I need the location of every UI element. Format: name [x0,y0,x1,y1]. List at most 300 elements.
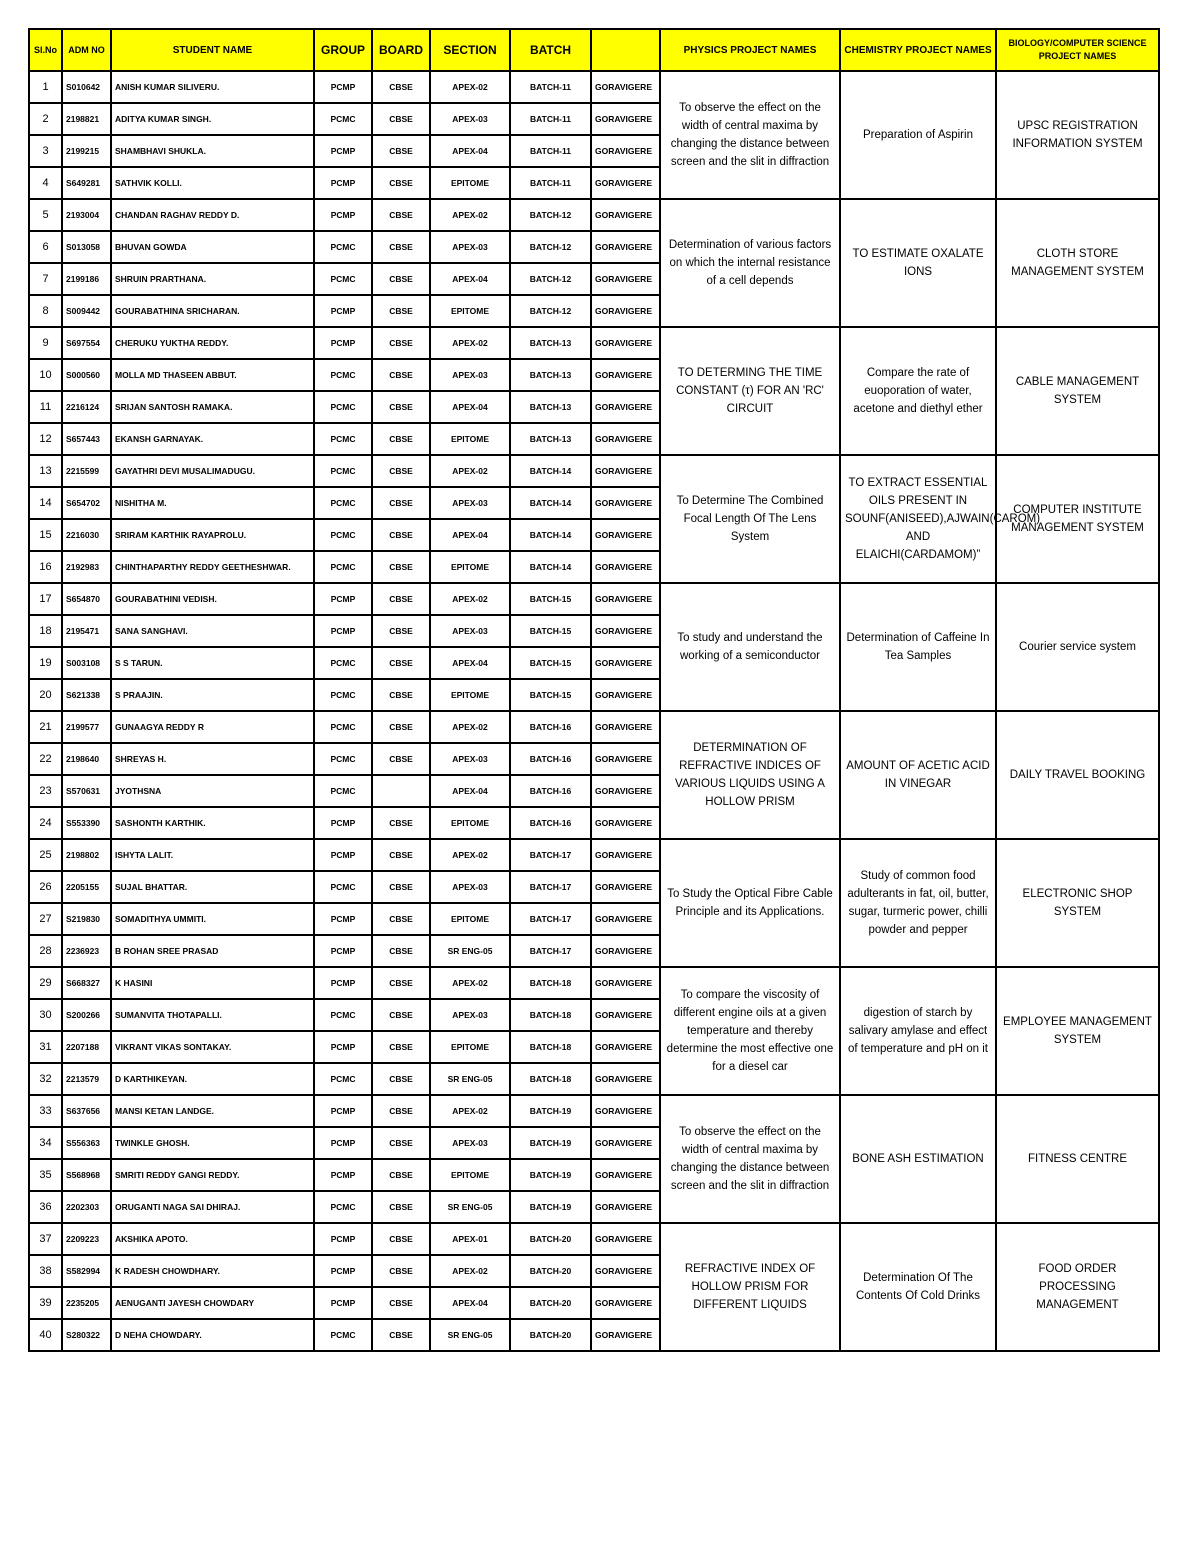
board-cell: CBSE [372,519,430,551]
student-name-cell: SASHONTH KARTHIK. [111,807,314,839]
table-row [29,71,1159,103]
board-cell: CBSE [372,967,430,999]
table-row [29,583,1159,615]
sl-no-cell: 25 [29,839,62,871]
group-cell: PCMP [314,583,372,615]
chemistry-project-cell: AMOUNT OF ACETIC ACID IN VINEGAR [840,711,996,839]
student-name-cell: CHINTHAPARTHY REDDY GEETHESHWAR. [111,551,314,583]
sl-no-cell: 5 [29,199,62,231]
adm-no-cell: 2202303 [62,1191,111,1223]
adm-no-cell: S219830 [62,903,111,935]
batch-cell: BATCH-14 [510,551,591,583]
batch-cell: BATCH-15 [510,647,591,679]
batch-cell: BATCH-12 [510,263,591,295]
section-cell: SR ENG-05 [430,1191,510,1223]
sl-no-cell: 27 [29,903,62,935]
header-row [29,29,1159,71]
group-cell: PCMP [314,615,372,647]
adm-no-cell: 2198821 [62,103,111,135]
group-cell: PCMC [314,487,372,519]
campus-cell: GORAVIGERE [591,775,660,807]
group-cell: PCMC [314,423,372,455]
sl-no-cell: 6 [29,231,62,263]
header-adm-no: ADM NO [62,29,111,71]
section-cell: SR ENG-05 [430,935,510,967]
student-name-cell: SUJAL BHATTAR. [111,871,314,903]
campus-cell: GORAVIGERE [591,359,660,391]
student-name-cell: K RADESH CHOWDHARY. [111,1255,314,1287]
biology-cs-project-cell: ELECTRONIC SHOP SYSTEM [996,839,1159,967]
student-name-cell: AENUGANTI JAYESH CHOWDARY [111,1287,314,1319]
section-cell: APEX-03 [430,231,510,263]
section-cell: APEX-04 [430,519,510,551]
sl-no-cell: 26 [29,871,62,903]
section-cell: APEX-02 [430,327,510,359]
adm-no-cell: 2236923 [62,935,111,967]
student-name-cell: BHUVAN GOWDA [111,231,314,263]
batch-cell: BATCH-17 [510,839,591,871]
student-name-cell: SHREYAS H. [111,743,314,775]
campus-cell: GORAVIGERE [591,583,660,615]
board-cell: CBSE [372,1255,430,1287]
physics-project-cell: To study and understand the working of a semiconductor [660,583,840,711]
chemistry-project-cell: BONE ASH ESTIMATION [840,1095,996,1223]
group-cell: PCMP [314,199,372,231]
sl-no-cell: 38 [29,1255,62,1287]
adm-no-cell: S649281 [62,167,111,199]
table-row [29,711,1159,743]
student-name-cell: ANISH KUMAR SILIVERU. [111,71,314,103]
board-cell: CBSE [372,807,430,839]
student-name-cell: S S TARUN. [111,647,314,679]
adm-no-cell: 2193004 [62,199,111,231]
adm-no-cell: 2213579 [62,1063,111,1095]
batch-cell: BATCH-16 [510,711,591,743]
table-row [29,839,1159,871]
chemistry-project-cell: digestion of starch by salivary amylase and effect of temperature and pH on it [840,967,996,1095]
board-cell: CBSE [372,455,430,487]
adm-no-cell: S657443 [62,423,111,455]
physics-project-cell: TO DETERMING THE TIME CONSTANT (τ) FOR AN 'RC' CIRCUIT [660,327,840,455]
sl-no-cell: 28 [29,935,62,967]
sl-no-cell: 20 [29,679,62,711]
chemistry-project-cell: TO EXTRACT ESSENTIAL OILS PRESENT IN SOUNF(ANISEED),AJWAIN(CAROM) AND ELAICHI(CARDAMOM)” [840,455,996,583]
adm-no-cell: S637656 [62,1095,111,1127]
student-name-cell: AKSHIKA APOTO. [111,1223,314,1255]
student-name-cell: GUNAAGYA REDDY R [111,711,314,743]
physics-project-cell: To Determine The Combined Focal Length Of The Lens System [660,455,840,583]
sl-no-cell: 21 [29,711,62,743]
biology-cs-project-cell: CABLE MANAGEMENT SYSTEM [996,327,1159,455]
adm-no-cell: 2235205 [62,1287,111,1319]
group-cell: PCMC [314,1191,372,1223]
student-name-cell: SATHVIK KOLLI. [111,167,314,199]
campus-cell: GORAVIGERE [591,903,660,935]
sl-no-cell: 2 [29,103,62,135]
group-cell: PCMP [314,135,372,167]
student-name-cell: EKANSH GARNAYAK. [111,423,314,455]
section-cell: APEX-02 [430,839,510,871]
batch-cell: BATCH-19 [510,1159,591,1191]
group-cell: PCMP [314,967,372,999]
group-cell: PCMP [314,295,372,327]
campus-cell: GORAVIGERE [591,1063,660,1095]
batch-cell: BATCH-20 [510,1223,591,1255]
group-cell: PCMP [314,71,372,103]
table-row [29,1095,1159,1127]
campus-cell: GORAVIGERE [591,1095,660,1127]
adm-no-cell: 2199215 [62,135,111,167]
adm-no-cell: S654702 [62,487,111,519]
sl-no-cell: 22 [29,743,62,775]
group-cell: PCMP [314,1287,372,1319]
sl-no-cell: 8 [29,295,62,327]
biology-cs-project-cell: DAILY TRAVEL BOOKING [996,711,1159,839]
biology-cs-project-cell: CLOTH STORE MANAGEMENT SYSTEM [996,199,1159,327]
sl-no-cell: 3 [29,135,62,167]
table-row [29,1223,1159,1255]
board-cell: CBSE [372,487,430,519]
sl-no-cell: 12 [29,423,62,455]
sl-no-cell: 34 [29,1127,62,1159]
board-cell: CBSE [372,231,430,263]
section-cell: APEX-02 [430,455,510,487]
sl-no-cell: 1 [29,71,62,103]
batch-cell: BATCH-11 [510,135,591,167]
campus-cell: GORAVIGERE [591,551,660,583]
group-cell: PCMC [314,551,372,583]
campus-cell: GORAVIGERE [591,167,660,199]
campus-cell: GORAVIGERE [591,71,660,103]
student-name-cell: CHERUKU YUKTHA REDDY. [111,327,314,359]
batch-cell: BATCH-14 [510,455,591,487]
student-name-cell: SRIRAM KARTHIK RAYAPROLU. [111,519,314,551]
header-batch: BATCH [510,29,591,71]
campus-cell: GORAVIGERE [591,999,660,1031]
section-cell: EPITOME [430,423,510,455]
section-cell: APEX-04 [430,391,510,423]
student-name-cell: GOURABATHINI VEDISH. [111,583,314,615]
campus-cell: GORAVIGERE [591,679,660,711]
group-cell: PCMC [314,743,372,775]
header-group: GROUP [314,29,372,71]
batch-cell: BATCH-18 [510,1063,591,1095]
group-cell: PCMC [314,871,372,903]
board-cell: CBSE [372,903,430,935]
section-cell: SR ENG-05 [430,1319,510,1351]
board-cell: CBSE [372,1031,430,1063]
header-chemistry-projects: CHEMISTRY PROJECT NAMES [840,29,996,71]
group-cell: PCMC [314,231,372,263]
student-name-cell: D NEHA CHOWDARY. [111,1319,314,1351]
batch-cell: BATCH-20 [510,1319,591,1351]
campus-cell: GORAVIGERE [591,519,660,551]
group-cell: PCMC [314,455,372,487]
batch-cell: BATCH-12 [510,295,591,327]
header-physics-projects: PHYSICS PROJECT NAMES [660,29,840,71]
campus-cell: GORAVIGERE [591,1319,660,1351]
batch-cell: BATCH-18 [510,999,591,1031]
sl-no-cell: 37 [29,1223,62,1255]
group-cell: PCMP [314,1159,372,1191]
board-cell: CBSE [372,103,430,135]
campus-cell: GORAVIGERE [591,295,660,327]
batch-cell: BATCH-16 [510,743,591,775]
board-cell: CBSE [372,1319,430,1351]
section-cell: APEX-03 [430,487,510,519]
sl-no-cell: 16 [29,551,62,583]
group-cell: PCMP [314,807,372,839]
physics-project-cell: To compare the viscosity of different engine oils at a given temperature and thereby determine the most effective one for a diesel car [660,967,840,1095]
batch-cell: BATCH-16 [510,775,591,807]
adm-no-cell: 2205155 [62,871,111,903]
batch-cell: BATCH-20 [510,1255,591,1287]
student-name-cell: D KARTHIKEYAN. [111,1063,314,1095]
batch-cell: BATCH-18 [510,1031,591,1063]
section-cell: APEX-01 [430,1223,510,1255]
biology-cs-project-cell: FOOD ORDER PROCESSING MANAGEMENT [996,1223,1159,1351]
section-cell: APEX-02 [430,583,510,615]
section-cell: APEX-02 [430,711,510,743]
campus-cell: GORAVIGERE [591,935,660,967]
group-cell: PCMC [314,359,372,391]
batch-cell: BATCH-13 [510,327,591,359]
sl-no-cell: 39 [29,1287,62,1319]
adm-no-cell: S000560 [62,359,111,391]
batch-cell: BATCH-18 [510,967,591,999]
chemistry-project-cell: Compare the rate of euoporation of water, acetone and diethyl ether [840,327,996,455]
biology-cs-project-cell: FITNESS CENTRE [996,1095,1159,1223]
student-name-cell: NISHITHA M. [111,487,314,519]
sl-no-cell: 23 [29,775,62,807]
table-row [29,455,1159,487]
section-cell: APEX-02 [430,1095,510,1127]
section-cell: APEX-02 [430,199,510,231]
group-cell: PCMC [314,263,372,295]
biology-cs-project-cell: EMPLOYEE MANAGEMENT SYSTEM [996,967,1159,1095]
batch-cell: BATCH-16 [510,807,591,839]
campus-cell: GORAVIGERE [591,615,660,647]
section-cell: APEX-04 [430,1287,510,1319]
group-cell: PCMP [314,167,372,199]
header-student-name: STUDENT NAME [111,29,314,71]
section-cell: APEX-02 [430,1255,510,1287]
student-name-cell: ORUGANTI NAGA SAI DHIRAJ. [111,1191,314,1223]
adm-no-cell: 2216030 [62,519,111,551]
batch-cell: BATCH-11 [510,167,591,199]
adm-no-cell: S582994 [62,1255,111,1287]
campus-cell: GORAVIGERE [591,1127,660,1159]
group-cell: PCMC [314,391,372,423]
campus-cell: GORAVIGERE [591,1031,660,1063]
sl-no-cell: 35 [29,1159,62,1191]
batch-cell: BATCH-19 [510,1191,591,1223]
sl-no-cell: 18 [29,615,62,647]
table-row [29,199,1159,231]
board-cell: CBSE [372,295,430,327]
campus-cell: GORAVIGERE [591,871,660,903]
section-cell: SR ENG-05 [430,1063,510,1095]
campus-cell: GORAVIGERE [591,199,660,231]
board-cell: CBSE [372,1127,430,1159]
batch-cell: BATCH-15 [510,615,591,647]
student-name-cell: SOMADITHYA UMMITI. [111,903,314,935]
sl-no-cell: 33 [29,1095,62,1127]
batch-cell: BATCH-14 [510,487,591,519]
chemistry-project-cell: Determination Of The Contents Of Cold Drinks [840,1223,996,1351]
board-cell: CBSE [372,1063,430,1095]
section-cell: APEX-04 [430,775,510,807]
sl-no-cell: 19 [29,647,62,679]
section-cell: EPITOME [430,679,510,711]
sl-no-cell: 29 [29,967,62,999]
student-name-cell: SRIJAN SANTOSH RAMAKA. [111,391,314,423]
campus-cell: GORAVIGERE [591,967,660,999]
batch-cell: BATCH-11 [510,103,591,135]
board-cell: CBSE [372,839,430,871]
board-cell: CBSE [372,711,430,743]
sl-no-cell: 24 [29,807,62,839]
section-cell: APEX-02 [430,71,510,103]
section-cell: EPITOME [430,807,510,839]
group-cell: PCMC [314,103,372,135]
adm-no-cell: S010642 [62,71,111,103]
adm-no-cell: S280322 [62,1319,111,1351]
adm-no-cell: S553390 [62,807,111,839]
board-cell: CBSE [372,871,430,903]
section-cell: APEX-04 [430,647,510,679]
physics-project-cell: Determination of various factors on which the internal resistance of a cell depends [660,199,840,327]
board-cell: CBSE [372,743,430,775]
board-cell: CBSE [372,679,430,711]
batch-cell: BATCH-12 [510,231,591,263]
group-cell: PCMC [314,1319,372,1351]
section-cell: EPITOME [430,1159,510,1191]
adm-no-cell: S570631 [62,775,111,807]
chemistry-project-cell: TO ESTIMATE OXALATE IONS [840,199,996,327]
adm-no-cell: 2195471 [62,615,111,647]
batch-cell: BATCH-17 [510,935,591,967]
campus-cell: GORAVIGERE [591,839,660,871]
student-name-cell: MOLLA MD THASEEN ABBUT. [111,359,314,391]
section-cell: APEX-03 [430,359,510,391]
sl-no-cell: 13 [29,455,62,487]
group-cell: PCMC [314,711,372,743]
student-name-cell: TWINKLE GHOSH. [111,1127,314,1159]
adm-no-cell: 2192983 [62,551,111,583]
sl-no-cell: 30 [29,999,62,1031]
batch-cell: BATCH-14 [510,519,591,551]
group-cell: PCMP [314,839,372,871]
sl-no-cell: 17 [29,583,62,615]
student-name-cell: SUMANVITA THOTAPALLI. [111,999,314,1031]
group-cell: PCMC [314,999,372,1031]
campus-cell: GORAVIGERE [591,711,660,743]
header-biology-cs-projects: BIOLOGY/COMPUTER SCIENCE PROJECT NAMES [996,29,1159,71]
campus-cell: GORAVIGERE [591,1191,660,1223]
group-cell: PCMP [314,1031,372,1063]
adm-no-cell: S556363 [62,1127,111,1159]
campus-cell: GORAVIGERE [591,1255,660,1287]
campus-cell: GORAVIGERE [591,743,660,775]
campus-cell: GORAVIGERE [591,1223,660,1255]
physics-project-cell: To observe the effect on the width of central maxima by changing the distance between screen and the slit in diffraction [660,1095,840,1223]
campus-cell: GORAVIGERE [591,423,660,455]
batch-cell: BATCH-15 [510,583,591,615]
section-cell: APEX-04 [430,135,510,167]
group-cell: PCMP [314,1095,372,1127]
board-cell: CBSE [372,199,430,231]
batch-cell: BATCH-19 [510,1095,591,1127]
section-cell: APEX-03 [430,999,510,1031]
student-name-cell: VIKRANT VIKAS SONTAKAY. [111,1031,314,1063]
section-cell: APEX-03 [430,1127,510,1159]
adm-no-cell: 2216124 [62,391,111,423]
campus-cell: GORAVIGERE [591,807,660,839]
sl-no-cell: 15 [29,519,62,551]
sl-no-cell: 10 [29,359,62,391]
campus-cell: GORAVIGERE [591,391,660,423]
biology-cs-project-cell: COMPUTER INSTITUTE MANAGEMENT SYSTEM [996,455,1159,583]
adm-no-cell: 2198802 [62,839,111,871]
section-cell: EPITOME [430,903,510,935]
board-cell: CBSE [372,135,430,167]
adm-no-cell: 2209223 [62,1223,111,1255]
board-cell: CBSE [372,167,430,199]
student-name-cell: SHRUIN PRARTHANA. [111,263,314,295]
biology-cs-project-cell: Courier service system [996,583,1159,711]
board-cell: CBSE [372,1223,430,1255]
board-cell: CBSE [372,1159,430,1191]
batch-cell: BATCH-11 [510,71,591,103]
chemistry-project-cell: Preparation of Aspirin [840,71,996,199]
adm-no-cell: S668327 [62,967,111,999]
group-cell: PCMP [314,903,372,935]
board-cell: CBSE [372,935,430,967]
batch-cell: BATCH-13 [510,391,591,423]
section-cell: APEX-03 [430,743,510,775]
group-cell: PCMC [314,1063,372,1095]
sl-no-cell: 31 [29,1031,62,1063]
student-name-cell: K HASINI [111,967,314,999]
adm-no-cell: 2198640 [62,743,111,775]
adm-no-cell: S003108 [62,647,111,679]
adm-no-cell: 2199186 [62,263,111,295]
sl-no-cell: 14 [29,487,62,519]
board-cell: CBSE [372,1287,430,1319]
student-name-cell: SANA SANGHAVI. [111,615,314,647]
campus-cell: GORAVIGERE [591,455,660,487]
header-sl-no: Sl.No [29,29,62,71]
group-cell: PCMC [314,679,372,711]
section-cell: APEX-03 [430,615,510,647]
header-campus [591,29,660,71]
section-cell: EPITOME [430,1031,510,1063]
section-cell: APEX-03 [430,871,510,903]
adm-no-cell: 2199577 [62,711,111,743]
batch-cell: BATCH-19 [510,1127,591,1159]
batch-cell: BATCH-17 [510,903,591,935]
physics-project-cell: To observe the effect on the width of central maxima by changing the distance between screen and the slit in diffraction [660,71,840,199]
group-cell: PCMC [314,519,372,551]
student-name-cell: SHAMBHAVI SHUKLA. [111,135,314,167]
student-name-cell: SMRITI REDDY GANGI REDDY. [111,1159,314,1191]
adm-no-cell: 2215599 [62,455,111,487]
campus-cell: GORAVIGERE [591,487,660,519]
biology-cs-project-cell: UPSC REGISTRATION INFORMATION SYSTEM [996,71,1159,199]
section-cell: EPITOME [430,551,510,583]
sl-no-cell: 36 [29,1191,62,1223]
